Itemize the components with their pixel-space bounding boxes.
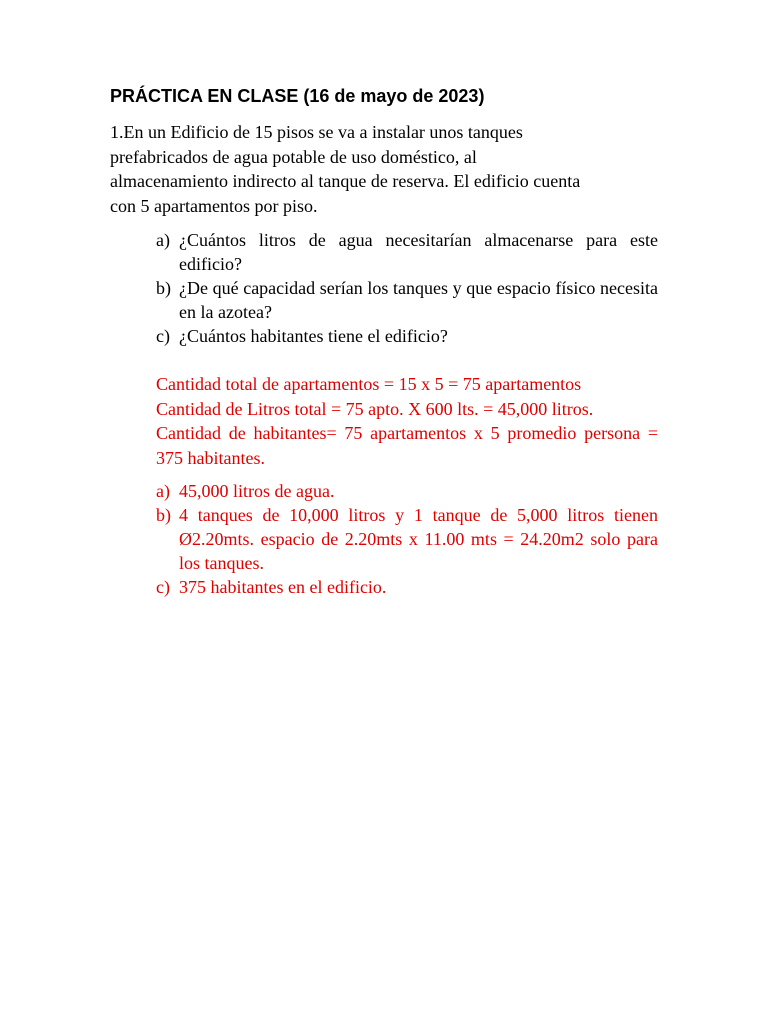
calculations-block bbox=[156, 372, 658, 470]
problem-line: prefabricados de agua potable de uso doméstico, al bbox=[110, 146, 477, 167]
answers-list bbox=[156, 479, 658, 599]
problem-line: con 5 apartamentos por piso. bbox=[110, 195, 318, 216]
answer-text: 45,000 litros de agua. bbox=[179, 481, 335, 501]
calculation-line: Cantidad total de apartamentos = 15 x 5 = 75 apartamentos bbox=[156, 374, 582, 394]
questions-list bbox=[156, 228, 658, 348]
answer-item bbox=[156, 575, 658, 599]
answer-marker: c) bbox=[156, 577, 170, 597]
question-text: ¿Cuántos habitantes tiene el edificio? bbox=[179, 326, 448, 346]
answer-marker: a) bbox=[156, 481, 170, 501]
answer-item bbox=[156, 479, 658, 503]
answer-marker: b) bbox=[156, 505, 171, 525]
question-item bbox=[156, 228, 658, 276]
question-marker: a) bbox=[156, 230, 170, 250]
answer-item bbox=[156, 503, 658, 575]
question-item bbox=[156, 276, 658, 324]
answer-text: 4 tanques de 10,000 litros y 1 tanque de 5,000 litros tienen Ø2.20mts. espacio de 2.20mts x 11.00 mts = 24.20m2 solo para los tanques. bbox=[179, 505, 658, 573]
question-text: ¿Cuántos litros de agua necesitarían almacenarse para este edificio? bbox=[179, 230, 658, 274]
calculation-line: Cantidad de habitantes= 75 apartamentos x 5 promedio persona = 375 habitantes. bbox=[156, 423, 658, 468]
problem-line: almacenamiento indirecto al tanque de reserva. El edificio cuenta bbox=[110, 171, 581, 191]
problem-line: 1.En un Edificio de 15 pisos se va a instalar unos tanques bbox=[110, 122, 523, 142]
question-item bbox=[156, 324, 658, 348]
question-text: ¿De qué capacidad serían los tanques y que espacio físico necesita en la azotea? bbox=[179, 278, 658, 322]
calculation-line: Cantidad de Litros total = 75 apto. X 600 lts. = 45,000 litros. bbox=[156, 398, 594, 419]
question-marker: c) bbox=[156, 326, 170, 346]
page-title: PRÁCTICA EN CLASE (16 de mayo de 2023) bbox=[110, 86, 485, 106]
question-marker: b) bbox=[156, 278, 171, 298]
problem-statement bbox=[110, 120, 670, 218]
answer-text: 375 habitantes en el edificio. bbox=[179, 577, 387, 597]
